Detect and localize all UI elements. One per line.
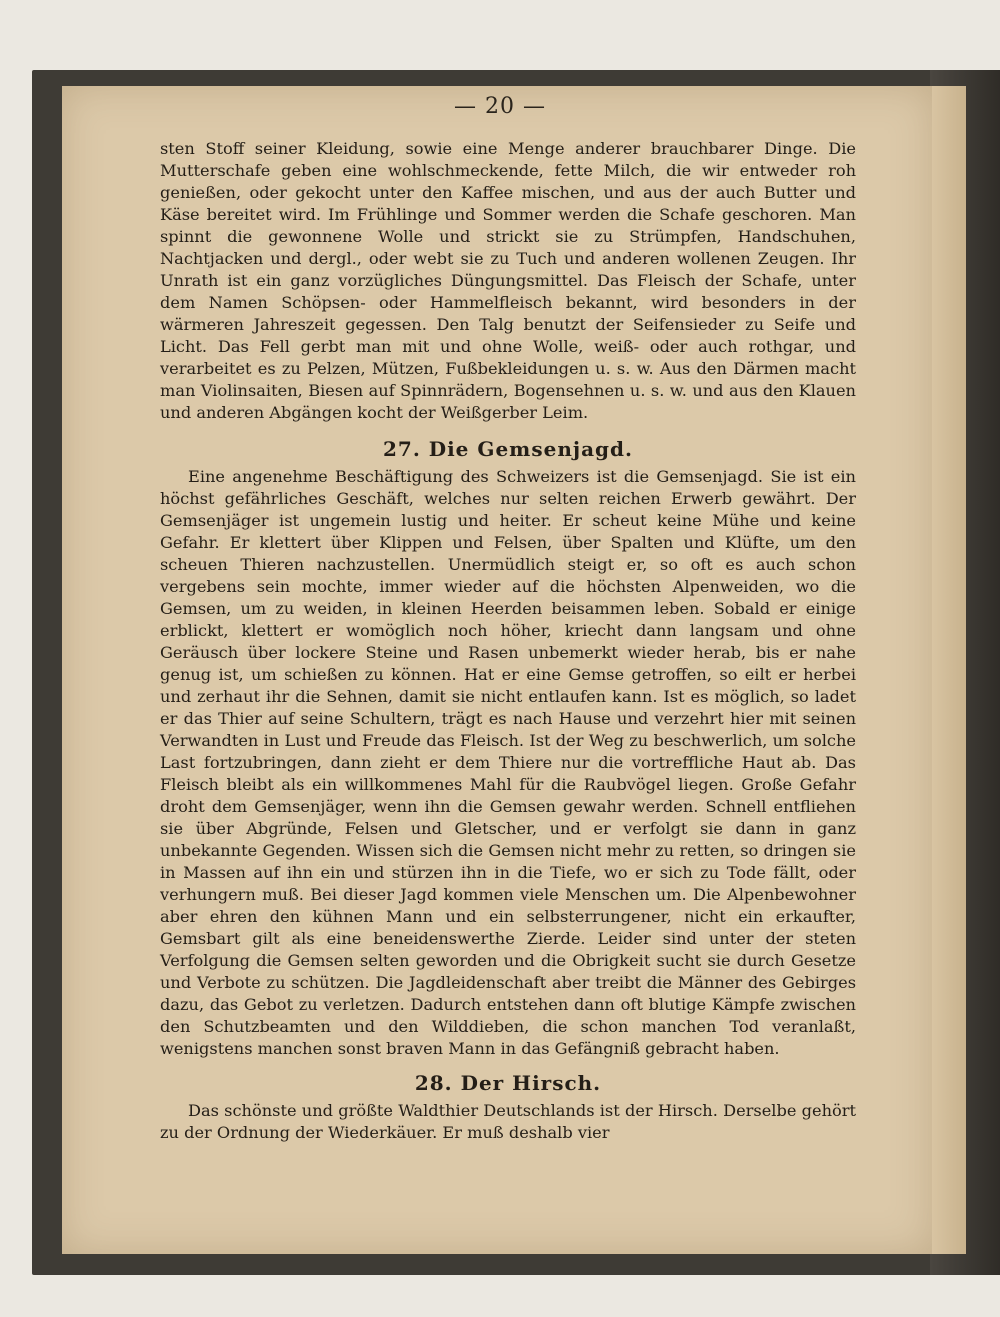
paragraph-gemsenjagd: Eine angenehme Beschäftigung des Schweizers ist die Gemsenjagd. Sie ist ein höchst gefährliches Geschäft, welches nur selten reichen Erwerb gewährt. Der Gemsenjäger ist ungemein lustig und heiter. Er scheut keine Mühe und keine Gefahr. Er klettert über Klippen und Felsen, über Spalten und Klüfte, um den scheuen Thieren nachzustellen. Unermüdlich steigt er, so oft es auch schon vergebens sein mochte, immer wieder auf die höchsten Alpenweiden, wo die Gemsen, um zu weiden, in kleinen Heerden beisammen leben. Sobald er einige erblickt, klettert er womöglich noch höher, kriecht dann langsam und ohne Geräusch über lockere Steine und Rasen unbemerkt wieder herab, bis er nahe genug ist, um schießen zu können. Hat er eine Gemse getroffen, so eilt er herbei und zerhaut ihr die Sehnen, damit sie nicht entlaufen kann. Ist es möglich, so ladet er das Thier auf seine Schultern, trägt es nach Hause und verzehrt hier mit seinen Verwandten in Lust und Freude das Fleisch. Ist der Weg zu beschwerlich, um solche Last fortzubringen, dann zieht er dem Thiere nur die vortreffliche Haut ab. Das Fleisch bleibt als ein willkommenes Mahl für die Raubvögel liegen. Große Gefahr droht dem Gemsenjäger, wenn ihn die Gemsen gewahr werden. Schnell entfliehen sie über Abgründe, Felsen und Gletscher, und er verfolgt sie dann in ganz unbekannte Gegenden. Wissen sich die Gemsen nicht mehr zu retten, so dringen sie in Massen auf ihn ein und stürzen ihn in die Tiefe, wo er sich zu Tode fällt, oder verhungern muß. Bei dieser Jagd kommen viele Menschen um. Die Alpenbewohner aber ehren den kühnen Mann und ein selbsterrungener, nicht ein erkaufter, Gemsbart gilt als eine beneidenswerthe Zierde. Leider sind unter der steten Verfolgung die Gemsen selten geworden und die Obrigkeit sucht sie durch Gesetze und Verbote zu schützen. Die Jagdleidenschaft aber treibt die Männer des Gebirges dazu, das Gebot zu verletzen. Dadurch entstehen dann oft blutige Kämpfe zwischen den Schutzbeamten und den Wilddieben, die schon manchen Tod veranlaßt, wenigstens manchen sonst braven Mann in das Gefängniß gebracht haben. [160,467,856,1058]
paragraph-top: sten Stoff seiner Kleidung, sowie eine Menge anderer brauchbarer Dinge. Die Mutterschafe geben eine wohlschmeckende, fette Milch, die wir entweder roh genießen, oder gekocht unter den Kaffee mischen, und aus der auch Butter und Käse bereitet wird. Im Frühlinge und Sommer werden die Schafe geschoren. Man spinnt die gewonnene Wolle und strickt sie zu Strümpfen, Handschuhen, Nachtjacken und dergl., oder webt sie zu Tuch und anderen wollenen Zeugen. Ihr Unrath ist ein ganz vorzügliches Düngungsmittel. Das Fleisch der Schafe, unter dem Namen Schöpsen- oder Hammelfleisch bekannt, wird besonders in der wärmeren Jahreszeit gegessen. Den Talg benutzt der Seifensieder zu Seife und Licht. Das Fell gerbt man mit und ohne Wolle, weiß- oder auch rothgar, und verarbeitet es zu Pelzen, Mützen, Fußbekleidungen u. s. w. Aus den Därmen macht man Violinsaiten, Biesen auf Spinnrädern, Bogensehnen u. s. w. und aus den Klauen und anderen Abgängen kocht der Weißgerber Leim. [160,139,856,422]
paragraph-hirsch: Das schönste und größte Waldthier Deutschlands ist der Hirsch. Derselbe gehört zu der Ordnung der Wiederkäuer. Er muß deshalb vier [160,1101,856,1142]
page-number: — 20 — [454,94,546,119]
heading-hirsch: 28. Der Hirsch. [414,1071,602,1095]
heading-gemsenjagd: 27. Die Gemsenjagd. [382,437,633,461]
page-stack-edge [932,86,966,1254]
page-text [160,138,856,1144]
